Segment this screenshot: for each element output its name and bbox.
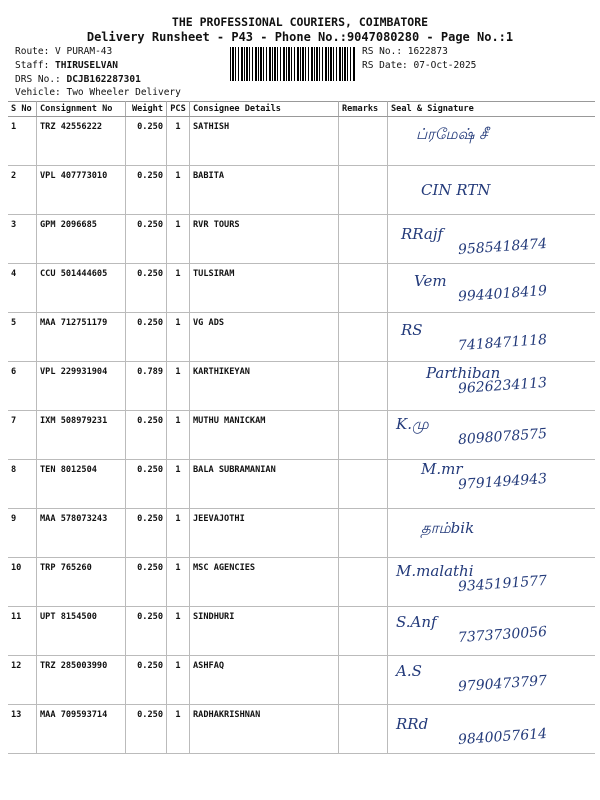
handwritten-signature: RRajf [401, 225, 444, 243]
weight-cell: 0.250 [126, 558, 167, 607]
drs-number: DCJB162287301 [66, 74, 141, 85]
weight-cell: 0.250 [126, 411, 167, 460]
handwritten-signature: ப்ரமேஷ் சீ [416, 125, 488, 143]
consignment-cell: MAA 578073243 [37, 509, 126, 558]
table-row [8, 166, 595, 215]
sno-cell: 5 [8, 313, 37, 362]
remarks-cell [339, 166, 388, 215]
consignee-cell: JEEVAJOTHI [190, 509, 339, 558]
pcs-cell: 1 [167, 607, 190, 656]
consignee-cell: MSC AGENCIES [190, 558, 339, 607]
col-consignee: Consignee Details [190, 102, 339, 117]
consignee-cell: KARTHIKEYAN [190, 362, 339, 411]
consignee-cell: RADHAKRISHNAN [190, 705, 339, 754]
signature-cell [388, 705, 596, 754]
handwritten-signature: RRd [396, 715, 429, 733]
handwritten-signature: K.மு [396, 415, 429, 433]
handwritten-signature: RS [401, 321, 423, 339]
handwritten-signature: M.mr [421, 460, 463, 478]
consignment-cell: MAA 712751179 [37, 313, 126, 362]
remarks-cell [339, 411, 388, 460]
weight-cell: 0.250 [126, 264, 167, 313]
sno-cell: 9 [8, 509, 37, 558]
sno-cell: 2 [8, 166, 37, 215]
runsheet-table [8, 101, 595, 754]
signature-cell [388, 215, 596, 264]
sno-cell: 6 [8, 362, 37, 411]
drs-line [15, 74, 141, 85]
vehicle-text: Vehicle: Two Wheeler Delivery [15, 87, 181, 98]
consignee-cell: MUTHU MANICKAM [190, 411, 339, 460]
weight-cell: 0.250 [126, 607, 167, 656]
consignment-cell: VPL 407773010 [37, 166, 126, 215]
consignment-cell: TRZ 42556222 [37, 117, 126, 166]
weight-cell: 0.789 [126, 362, 167, 411]
sno-cell: 13 [8, 705, 37, 754]
remarks-cell [339, 362, 388, 411]
remarks-cell [339, 509, 388, 558]
remarks-cell [339, 264, 388, 313]
consignment-cell: TRZ 285003990 [37, 656, 126, 705]
weight-cell: 0.250 [126, 313, 167, 362]
handwritten-phone: 9790473797 [457, 672, 548, 696]
pcs-cell: 1 [167, 264, 190, 313]
signature-cell [388, 166, 596, 215]
sno-cell: 8 [8, 460, 37, 509]
handwritten-phone: 7418471118 [457, 331, 548, 355]
handwritten-signature: A.S [396, 662, 422, 680]
signature-cell [388, 313, 596, 362]
table-row [8, 509, 595, 558]
remarks-cell [339, 705, 388, 754]
consignment-cell: VPL 229931904 [37, 362, 126, 411]
signature-cell [388, 558, 596, 607]
pcs-cell: 1 [167, 509, 190, 558]
pcs-cell: 1 [167, 166, 190, 215]
signature-cell [388, 460, 596, 509]
consignment-cell: TEN 8012504 [37, 460, 126, 509]
staff-name: THIRUSELVAN [55, 60, 118, 71]
remarks-cell [339, 117, 388, 166]
handwritten-phone: 9944018419 [457, 282, 548, 306]
remarks-cell [339, 607, 388, 656]
rs-date: RS Date: 07-Oct-2025 [362, 60, 477, 71]
table-row [8, 117, 595, 166]
weight-cell: 0.250 [126, 117, 167, 166]
pcs-cell: 1 [167, 656, 190, 705]
rs-number: RS No.: 1622873 [362, 46, 448, 57]
table-row [8, 656, 595, 705]
table-row [8, 705, 595, 754]
handwritten-signature: M.malathi [396, 562, 474, 580]
consignment-cell: GPM 2096685 [37, 215, 126, 264]
runsheet-subtitle: Delivery Runsheet - P43 - Phone No.:9047080280 - Page No.:1 [86, 30, 514, 44]
handwritten-phone: 9345191577 [457, 572, 548, 596]
consignee-cell: BALA SUBRAMANIAN [190, 460, 339, 509]
barcode [230, 47, 355, 81]
handwritten-phone: 9791494943 [457, 470, 548, 494]
table-row [8, 411, 595, 460]
pcs-cell: 1 [167, 411, 190, 460]
pcs-cell: 1 [167, 705, 190, 754]
company-title: THE PROFESSIONAL COURIERS, COIMBATORE [171, 15, 429, 29]
route-text: Route: V PURAM-43 [15, 46, 113, 57]
table-row [8, 362, 595, 411]
consignee-cell: ASHFAQ [190, 656, 339, 705]
signature-cell [388, 264, 596, 313]
sno-cell: 1 [8, 117, 37, 166]
sno-cell: 3 [8, 215, 37, 264]
handwritten-signature: Parthiban [426, 364, 501, 382]
handwritten-signature: CIN RTN [421, 181, 491, 199]
table-row [8, 558, 595, 607]
sno-cell: 11 [8, 607, 37, 656]
weight-cell: 0.250 [126, 705, 167, 754]
sno-cell: 4 [8, 264, 37, 313]
consignment-cell: MAA 709593714 [37, 705, 126, 754]
handwritten-phone: 8098078575 [457, 425, 548, 449]
table-row [8, 215, 595, 264]
table-header-row [8, 102, 595, 117]
weight-cell: 0.250 [126, 656, 167, 705]
handwritten-signature: S.Anf [396, 613, 437, 631]
pcs-cell: 1 [167, 460, 190, 509]
sno-cell: 12 [8, 656, 37, 705]
table-row [8, 313, 595, 362]
signature-cell [388, 117, 596, 166]
weight-cell: 0.250 [126, 215, 167, 264]
signature-cell [388, 607, 596, 656]
pcs-cell: 1 [167, 558, 190, 607]
handwritten-phone: 7373730056 [457, 623, 548, 647]
pcs-cell: 1 [167, 362, 190, 411]
staff-line [15, 60, 118, 71]
staff-label: Staff: [15, 60, 56, 71]
handwritten-phone: 9585418474 [457, 235, 548, 259]
signature-cell [388, 656, 596, 705]
handwritten-signature: Vem [414, 272, 447, 290]
signature-cell [388, 362, 596, 411]
consignee-cell: SINDHURI [190, 607, 339, 656]
table-row [8, 264, 595, 313]
sno-cell: 7 [8, 411, 37, 460]
consignment-cell: CCU 501444605 [37, 264, 126, 313]
remarks-cell [339, 460, 388, 509]
col-consignment: Consignment No [37, 102, 126, 117]
pcs-cell: 1 [167, 117, 190, 166]
handwritten-signature: தாம்bik [421, 519, 475, 537]
pcs-cell: 1 [167, 313, 190, 362]
signature-cell [388, 509, 596, 558]
remarks-cell [339, 656, 388, 705]
consignment-cell: IXM 508979231 [37, 411, 126, 460]
col-pcs: PCS [167, 102, 190, 117]
consignee-cell: VG ADS [190, 313, 339, 362]
handwritten-phone: 9626234113 [457, 374, 548, 398]
drs-label: DRS No.: [15, 74, 67, 85]
table-row [8, 460, 595, 509]
consignee-cell: BABITA [190, 166, 339, 215]
weight-cell: 0.250 [126, 460, 167, 509]
consignment-cell: TRP 765260 [37, 558, 126, 607]
col-signature: Seal & Signature [388, 102, 596, 117]
table-row [8, 607, 595, 656]
consignee-cell: RVR TOURS [190, 215, 339, 264]
consignee-cell: TULSIRAM [190, 264, 339, 313]
col-remarks: Remarks [339, 102, 388, 117]
weight-cell: 0.250 [126, 509, 167, 558]
consignee-cell: SATHISH [190, 117, 339, 166]
col-sno: S No [8, 102, 37, 117]
sno-cell: 10 [8, 558, 37, 607]
remarks-cell [339, 313, 388, 362]
signature-cell [388, 411, 596, 460]
remarks-cell [339, 215, 388, 264]
consignment-cell: UPT 8154500 [37, 607, 126, 656]
handwritten-phone: 9840057614 [457, 725, 548, 749]
col-weight: Weight [126, 102, 167, 117]
pcs-cell: 1 [167, 215, 190, 264]
remarks-cell [339, 558, 388, 607]
weight-cell: 0.250 [126, 166, 167, 215]
